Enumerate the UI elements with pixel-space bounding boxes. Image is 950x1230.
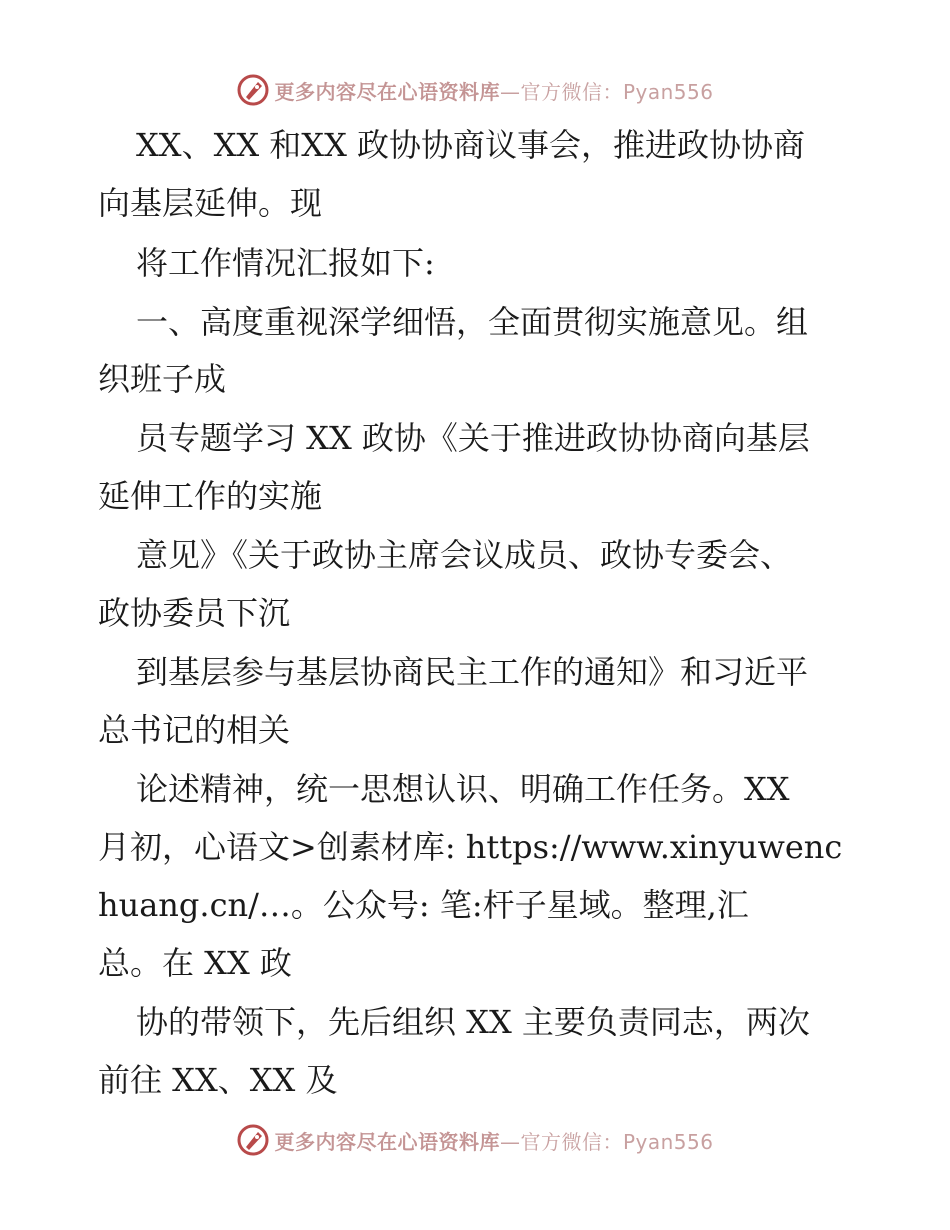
body-line-11: 总书记的相关	[98, 711, 291, 749]
body-line-7: 延伸工作的实施	[98, 477, 323, 515]
footer-watermark-main: 更多内容尽在心语资料库	[274, 1129, 500, 1154]
body-line-9: 政协委员下沉	[98, 594, 291, 632]
pen-nib-logo-icon	[236, 1123, 270, 1157]
header-watermark-dash: —	[499, 79, 521, 104]
body-line-8: 意见》《关于政协主席会议成员、政协专委会、	[136, 536, 793, 574]
body-line-5: 织班子成	[98, 360, 227, 398]
body-line-13: 月初，心语文>创素材库: https://www.xinyuwenc	[98, 828, 843, 866]
body-line-16: 协的带领下，先后组织 XX 主要负责同志，两次	[136, 1003, 810, 1041]
body-line-14: huang.cn/…。公众号: 笔:杆子星域。整理,汇	[98, 886, 749, 924]
header-watermark-banner	[0, 70, 950, 110]
body-line-4: 一、高度重视深学细悟，全面贯彻实施意见。组	[136, 303, 809, 341]
footer-watermark-banner	[0, 1120, 950, 1160]
body-line-3: 将工作情况汇报如下:	[136, 244, 435, 282]
header-watermark-text	[274, 76, 713, 105]
body-line-15: 总。在 XX 政	[98, 944, 292, 982]
body-line-12: 论述精神，统一思想认识、明确工作任务。XX	[136, 770, 790, 808]
body-line-17: 前往 XX、XX 及	[98, 1061, 338, 1099]
body-line-10: 到基层参与基层协商民主工作的通知》和习近平	[136, 653, 809, 691]
footer-watermark-contact: 官方微信：Pyan556	[520, 1129, 714, 1154]
body-line-6: 员专题学习 XX 政协《关于推进政协协商向基层	[136, 419, 810, 457]
footer-watermark-text	[274, 1126, 713, 1155]
body-line-2: 向基层延伸。现	[98, 184, 323, 222]
header-watermark-contact: 官方微信：Pyan556	[520, 79, 714, 104]
body-line-1: XX、XX 和XX 政协协商议事会，推进政协协商	[136, 126, 806, 164]
header-watermark-main: 更多内容尽在心语资料库	[274, 79, 500, 104]
pen-nib-logo-icon	[236, 73, 270, 107]
footer-watermark-dash: —	[499, 1129, 521, 1154]
